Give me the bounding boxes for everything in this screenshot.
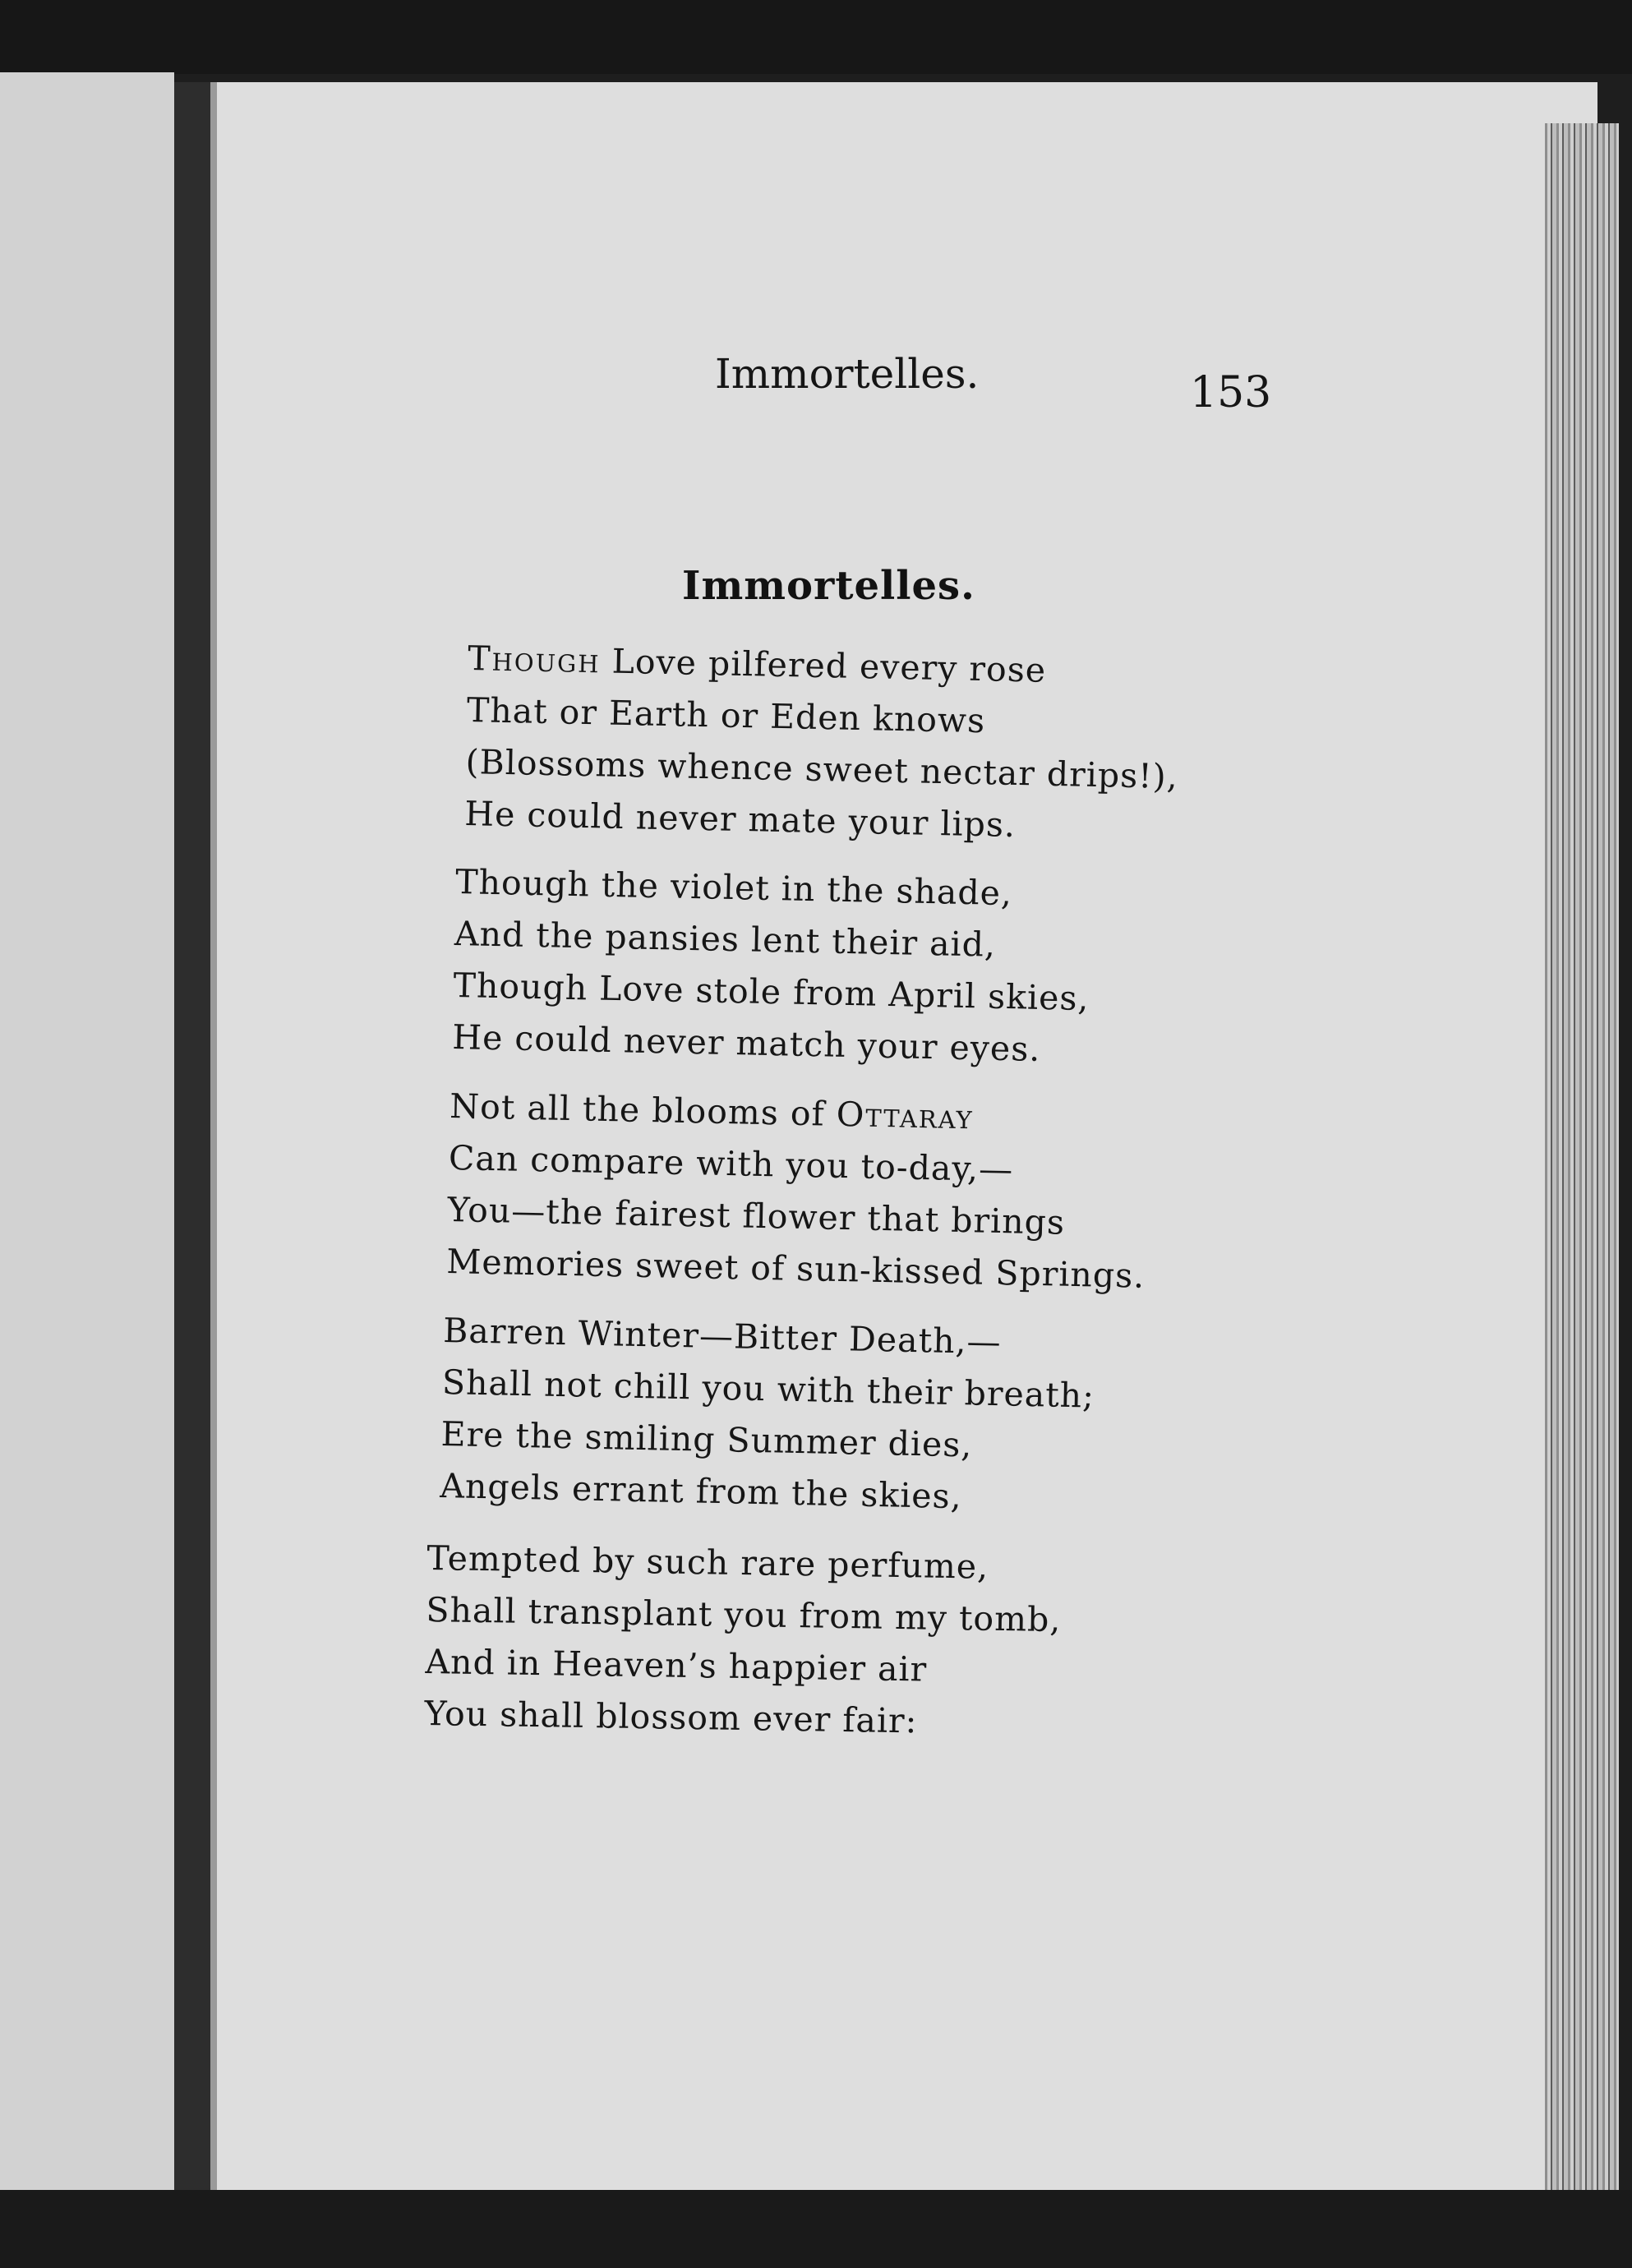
poem-line: Can compare with you to-day,— (448, 1137, 1014, 1190)
poem-line: That or Earth or Eden knows (466, 689, 986, 741)
line-text: Not all the blooms of (449, 1086, 837, 1134)
opening-word: Though (467, 638, 602, 681)
poem-line: He could never mate your lips. (463, 793, 1017, 845)
book-gutter (174, 82, 210, 2202)
stanza (424, 1533, 1063, 1749)
poem-line: (Blossoms whence sweet nectar drips!), (465, 741, 1179, 797)
place-name: Ottaray (836, 1094, 975, 1137)
scan-top-border (0, 0, 1632, 74)
poem-line: Angels errant from the skies, (439, 1465, 963, 1517)
poem-line: You shall blossom ever fair: (424, 1693, 918, 1741)
page-number: 153 (1190, 368, 1272, 417)
stanza (446, 1081, 1149, 1302)
poem-line: Ere the smiling Summer dies, (440, 1413, 973, 1465)
stanza (464, 633, 1181, 855)
poem-title: Immortelles. (682, 563, 975, 609)
poem-line: Memories sweet of sun-kissed Springs. (445, 1241, 1146, 1296)
poem-line: Barren Winter—Bitter Death,— (442, 1310, 1003, 1362)
poem-line: Though Love stole from April skies, (453, 965, 1090, 1019)
page-fore-edge (1545, 123, 1619, 2227)
poem-line: Tempted by such rare perfume, (426, 1537, 989, 1587)
scan-bottom-border (0, 2190, 1632, 2268)
stanza (452, 856, 1092, 1076)
poem-line: Shall not chill you with their breath; (441, 1362, 1095, 1416)
poem-line: He could never match your eyes. (451, 1016, 1041, 1069)
poem-line: Shall transplant you from my tomb, (426, 1589, 1062, 1640)
poem-line: And in Heaven’s happier air (425, 1641, 928, 1689)
running-header-title: Immortelles. (715, 350, 980, 398)
poem-line: You—the fairest flower that brings (447, 1189, 1066, 1242)
stanza (440, 1305, 1096, 1526)
line-text: Love pilfered every rose (600, 641, 1047, 690)
poem-line: And the pansies lent their aid, (454, 913, 997, 965)
poem-line: Though the violet in the shade, (454, 861, 1013, 914)
facing-page (0, 72, 174, 2192)
